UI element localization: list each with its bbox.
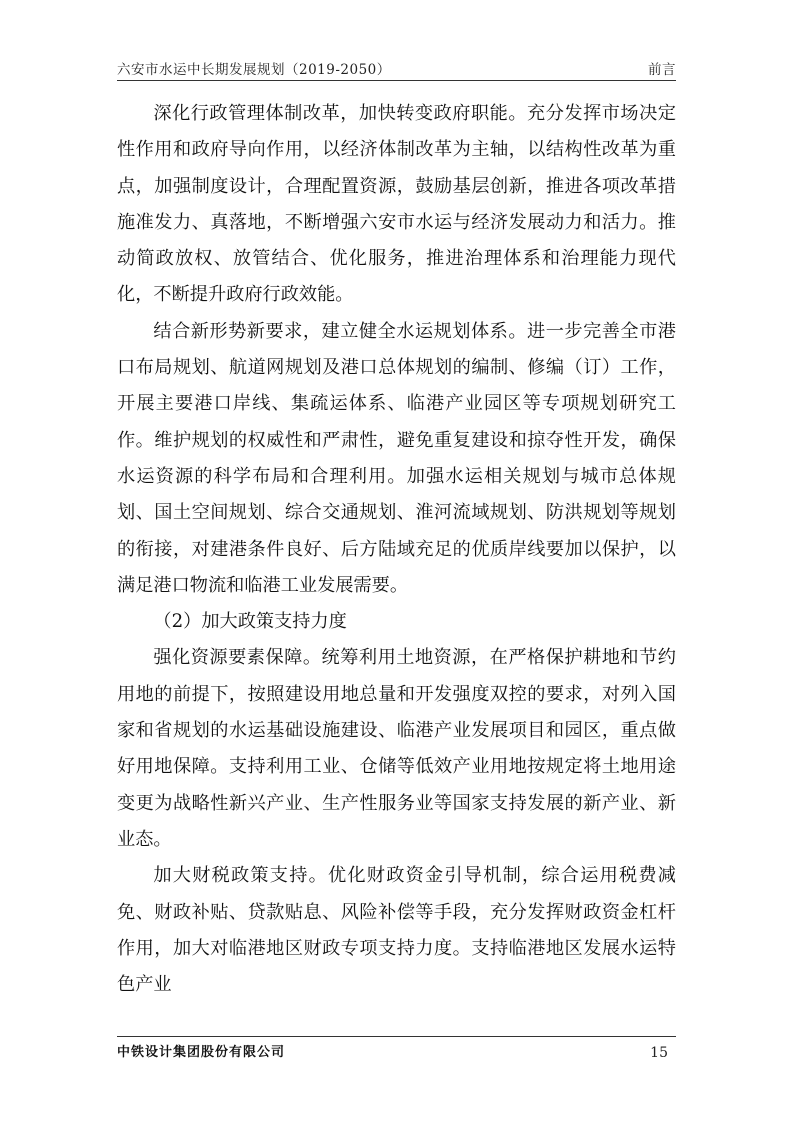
paragraph-planning-system: 结合新形势新要求，建立健全水运规划体系。进一步完善全市港口布局规划、航道网规划及港口总体规划的编制、修编（订）工作，开展主要港口岸线、集疏运体系、临港产业园区等专项规划研究工作。维护规划的权威性和严肃性，避免重复建设和掠夺性开发，确保水运资源的科学布局和合理利用。加强水运相关规划与城市总体规划、国土空间规划、综合交通规划、淮河流域规划、防洪规划等规划的衔接，对建港条件良好、后方陆域充足的优质岸线要加以保护，以满足港口物流和临港工业发展需要。 [117, 320, 676, 596]
header-divider [117, 80, 676, 81]
footer-divider [117, 1036, 676, 1037]
page-number: 15 [650, 1045, 668, 1061]
page-footer [117, 1041, 676, 1061]
paragraph-fiscal-policy: 加大财税政策支持。优化财政资金引导机制，综合运用税费减免、财政补贴、贷款贴息、风险补偿等手段，充分发挥财政资金杠杆作用，加大对临港地区财政专项支持力度。支持临港地区发展水运特色产业 [117, 865, 676, 996]
page-header [117, 50, 676, 78]
section-heading-policy-support: （2）加大政策支持力度 [153, 611, 347, 633]
paragraph-resource-guarantee: 强化资源要素保障。统筹利用土地资源，在严格保护耕地和节约用地的前提下，按照建设用地总量和开发强度双控的要求，对列入国家和省规划的水运基础设施建设、临港产业发展项目和园区，重点做好用地保障。支持利用工业、仓储等低效产业用地按规定将土地用途变更为战略性新兴产业、生产性服务业等国家支持发展的新产业、新业态。 [117, 647, 676, 850]
header-title: 六安市水运中长期发展规划（2019-2050） [117, 62, 391, 78]
header-section: 前言 [648, 62, 676, 78]
document-body [117, 96, 676, 1003]
paragraph-admin-reform: 深化行政管理体制改革，加快转变政府职能。充分发挥市场决定性作用和政府导向作用，以经济体制改革为主轴，以结构性改革为重点，加强制度设计，合理配置资源，鼓励基层创新，推进各项改革措施准发力、真落地，不断增强六安市水运与经济发展动力和活力。推动简政放权、放管结合、优化服务，推进治理体系和治理能力现代化，不断提升政府行政效能。 [117, 103, 676, 306]
company-name: 中铁设计集团股份有限公司 [117, 1045, 286, 1060]
